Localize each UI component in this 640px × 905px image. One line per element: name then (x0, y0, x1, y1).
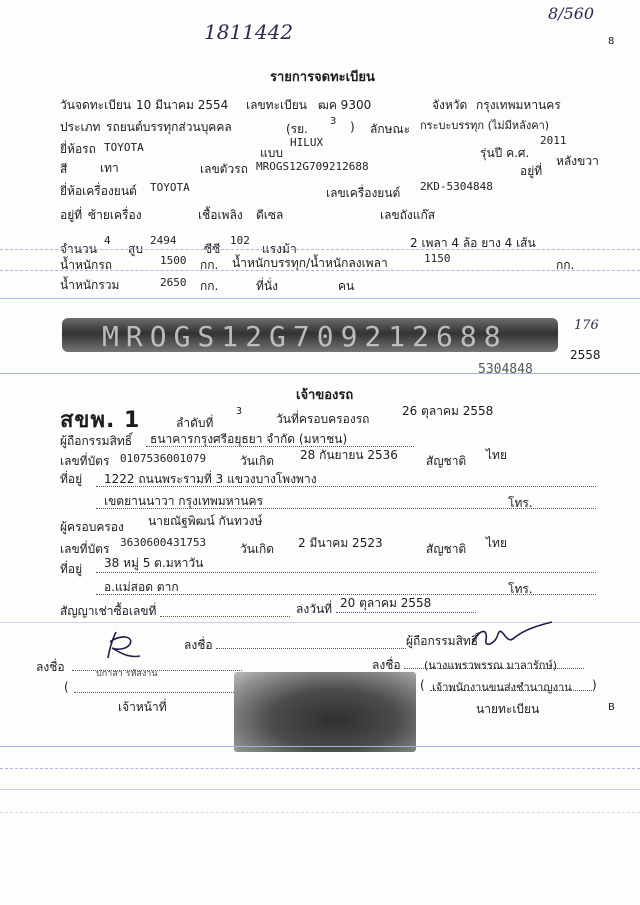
load-value: 1150 (424, 252, 451, 265)
ruled-line (0, 812, 640, 813)
dotted-line (430, 690, 594, 691)
holder-id-value: 3630600431753 (120, 536, 207, 549)
ruled-line (0, 768, 640, 769)
color-value: เทา (100, 161, 119, 175)
engine-no-label: เลขเครื่องยนต์ (326, 186, 401, 200)
dotted-line (96, 572, 596, 573)
cc-value: 102 (230, 234, 250, 247)
nation-label: สัญชาติ (426, 454, 467, 468)
reg-paren-open: ( (420, 678, 425, 692)
form-code: สขพ. 1 (60, 408, 141, 433)
engine-loc-value: ซ้ายเครื่อง (88, 208, 142, 222)
brand-value: TOYOTA (104, 141, 144, 154)
engine-tracing (234, 672, 416, 752)
type-label: ประเภท (60, 120, 101, 134)
reg-paren-close: ) (592, 678, 597, 692)
holder-label: ผู้ครอบครอง (60, 520, 124, 534)
hp-label: แรงม้า (262, 242, 297, 256)
possession-label: วันที่ครอบครองรถ (276, 412, 370, 426)
ruled-line (0, 746, 640, 747)
officer-label: เจ้าหน้าที่ (118, 700, 167, 714)
page-title: รายการจดทะเบียน (270, 70, 375, 85)
officer-signature (100, 628, 146, 662)
style-value: กระบะบรรทุก (ไม่มีหลังคา) (420, 119, 550, 132)
code-close: ) (350, 120, 355, 134)
date-value: 10 มีนาคม 2554 (136, 98, 229, 112)
year-label: รุ่นปี ค.ศ. (480, 146, 530, 160)
holder-value: นายณัฐพิฒน์ กันทวงษ์ (148, 514, 263, 528)
province-label: จังหวัด (432, 98, 468, 112)
order-value: 3 (236, 406, 243, 417)
dotted-line (96, 508, 596, 509)
ruled-line (0, 789, 640, 790)
rights-holder-label: ผู้ถือกรรมสิทธิ์ (406, 634, 479, 648)
holder-birth-value: 2 มีนาคม 2523 (298, 536, 383, 550)
dotted-line (74, 692, 238, 693)
seats-unit: คน (338, 279, 355, 293)
dotted-line (216, 648, 406, 649)
engine-loc-label: อยู่ที่ (60, 208, 83, 222)
total-value: 2650 (160, 276, 187, 289)
chassis-tracing (62, 318, 558, 352)
location-value: หลังขวา (556, 154, 599, 168)
plate-label: เลขทะเบียน (246, 98, 307, 112)
count-label: จำนวน (60, 242, 97, 256)
possession-value: 26 ตุลาคม 2558 (402, 404, 494, 418)
holder-id-label: เลขที่บัตร (60, 542, 110, 556)
lease-date-label: ลงวันที่ (296, 602, 333, 616)
addr-line1: 1222 ถนนพระรามที่ 3 แขวงบางโพงพาง (104, 472, 317, 486)
tel-label: โทร. (508, 496, 533, 510)
type-value: รถยนต์บรรทุกส่วนบุคคล (106, 120, 232, 134)
holder-addr-line2: อ.แม่สอด ตาก (104, 580, 179, 594)
engine-tracing-partial: 5304848 (478, 362, 533, 377)
holder-nation-value: ไทย (486, 536, 507, 550)
addr-label: ที่อยู่ (60, 472, 83, 486)
weight-unit: กก. (200, 258, 219, 272)
owner-section-title: เจ้าของรถ (296, 388, 354, 403)
lease-label: สัญญาเช่าซื้อเลขที่ (60, 604, 157, 618)
nation-value: ไทย (486, 448, 507, 462)
order-label: ลำดับที่ (176, 416, 214, 430)
chassis-label: เลขตัวรถ (200, 162, 248, 176)
code-value: 3 (330, 116, 337, 127)
ruled-line (0, 298, 640, 299)
holder-nation-label: สัญชาติ (426, 542, 467, 556)
fuel-value: ดีเซล (256, 208, 284, 222)
dotted-line (96, 486, 596, 487)
weight-label: น้ำหนักรถ (60, 258, 113, 272)
tank-label: เลขถังแก๊ส (380, 208, 436, 222)
axles-value: 2 เพลา 4 ล้อ ยาง 4 เส้น (410, 236, 536, 250)
handwritten-number: 1811442 (204, 20, 294, 44)
ruled-line (0, 270, 640, 271)
owner-value: ธนาคารกรุงศรีอยุธยา จำกัด (มหาชน) (150, 432, 348, 446)
load-unit: กก. (556, 258, 575, 272)
id-label: เลขที่บัตร (60, 454, 110, 468)
officer-scribble: ปกาสา รหัสงาน (96, 669, 158, 679)
total-label: น้ำหนักรวม (60, 278, 120, 292)
chassis-tracing-text: MROGS12G709212688 (102, 320, 508, 353)
birth-value: 28 กันยายน 2536 (300, 448, 398, 462)
paren-open: ( (64, 680, 69, 694)
sign-label: ลงชื่อ (184, 638, 213, 652)
lease-date-value: 20 ตุลาคม 2558 (340, 596, 432, 610)
cyl-label: สูบ (128, 242, 143, 256)
engine-brand-value: TOYOTA (150, 181, 190, 194)
location-label: อยู่ที่ (520, 164, 543, 178)
registrar-signature (466, 618, 558, 654)
year-value: 2011 (540, 134, 567, 147)
holder-tel-label: โทร. (508, 582, 533, 596)
holder-addr-line1: 38 หมู่ 5 ต.มหาวัน (104, 556, 204, 570)
count-value: 4 (104, 234, 111, 247)
registrar-name: (นางแพรวพรรณ มาลารักษ์) (424, 659, 558, 672)
brand-label: ยี่ห้อรถ (60, 142, 96, 156)
addr-line2: เขตยานนาวา กรุงเทพมหานคร (104, 494, 264, 508)
corner-mark: 8 (608, 36, 615, 47)
plate-value: ฒค 9300 (318, 98, 372, 112)
model-label: แบบ (260, 146, 283, 160)
load-label: น้ำหนักบรรทุก/น้ำหนักลงเพลา (232, 256, 388, 270)
chassis-value: MROGS12G709212688 (256, 160, 369, 173)
officer-sign-label: ลงชื่อ (36, 660, 65, 674)
style-label: ลักษณะ (370, 122, 411, 136)
dotted-line (160, 616, 290, 617)
holder-addr-label: ที่อยู่ (60, 562, 83, 576)
engine-no-value: 2KD-5304848 (420, 180, 493, 193)
fuel-label: เชื้อเพลิง (198, 208, 243, 222)
registrar-position: เจ้าพนักงานขนส่งชำนาญงาน (432, 681, 572, 694)
handwritten-corner-number: 8/560 (548, 4, 595, 23)
model-value: HILUX (290, 136, 324, 149)
color-label: สี (60, 162, 68, 176)
code-label: (รย. (286, 122, 308, 136)
total-unit: กก. (200, 279, 219, 293)
dotted-line (336, 612, 476, 613)
cc-label: ซีซี (204, 242, 221, 256)
province-value: กรุงเทพมหานคร (476, 98, 561, 112)
birth-label: วันเกิด (240, 454, 275, 468)
cyl-value: 2494 (150, 234, 177, 247)
bottom-corner-mark: B (608, 702, 615, 713)
tracing-note: 176 (574, 318, 599, 333)
weight-value: 1500 (160, 254, 187, 267)
ruled-line (0, 249, 640, 250)
stamp-year: 2558 (570, 348, 601, 362)
id-value: 0107536001079 (120, 452, 207, 465)
registrar-label: นายทะเบียน (476, 702, 540, 716)
owner-label: ผู้ถือกรรมสิทธิ์ (60, 434, 133, 448)
engine-brand-label: ยี่ห้อเครื่องยนต์ (60, 184, 137, 198)
ruled-line (0, 373, 640, 374)
holder-birth-label: วันเกิด (240, 542, 275, 556)
registrar-sign-label: ลงชื่อ (372, 658, 401, 672)
date-label: วันจดทะเบียน (60, 98, 132, 112)
seats-label: ที่นั่ง (256, 279, 278, 293)
